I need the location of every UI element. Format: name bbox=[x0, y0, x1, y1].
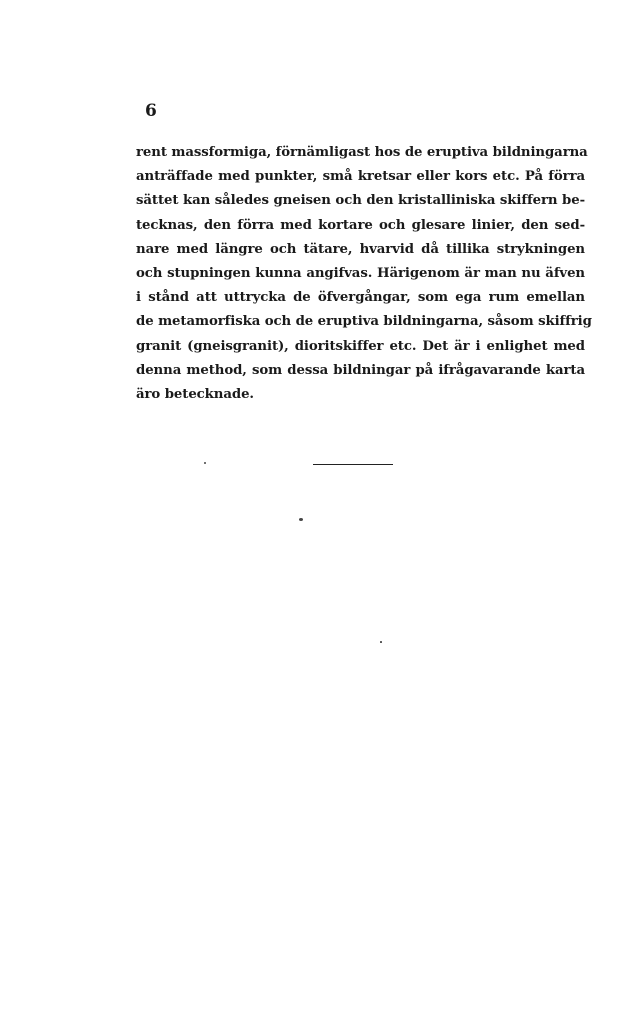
text-line: de metamorfiska och de eruptiva bildningarna, såsom skiffrig bbox=[136, 314, 592, 330]
section-divider-rule bbox=[313, 464, 393, 465]
text-line: äro betecknade. bbox=[136, 386, 254, 402]
body-text bbox=[136, 141, 592, 407]
page-number: 6 bbox=[145, 101, 157, 121]
text-line: tecknas, den förra med kortare och glesare linier, den sed- bbox=[136, 217, 585, 233]
text-line: och stupningen kunna angifvas. Härigenom är man nu äfven bbox=[136, 265, 585, 281]
text-line: denna method, som dessa bildningar på ifrågavarande karta bbox=[136, 362, 585, 378]
text-line: rent massformiga, förnämligast hos de eruptiva bildningarna bbox=[136, 145, 588, 160]
text-line: i stånd att uttrycka de öfvergångar, som ega rum emellan bbox=[136, 290, 585, 306]
ink-speck bbox=[380, 641, 382, 643]
text-line: nare med längre och tätare, hvarvid då tillika strykningen bbox=[136, 241, 585, 257]
text-line: anträffade med punkter, små kretsar eller kors etc. På förra bbox=[136, 169, 585, 185]
text-line: sättet kan således gneisen och den kristalliniska skiffern be- bbox=[136, 193, 585, 209]
ink-speck bbox=[299, 518, 303, 521]
text-line: granit (gneisgranit), dioritskiffer etc. Det är i enlighet med bbox=[136, 338, 585, 354]
ink-speck bbox=[204, 462, 206, 464]
